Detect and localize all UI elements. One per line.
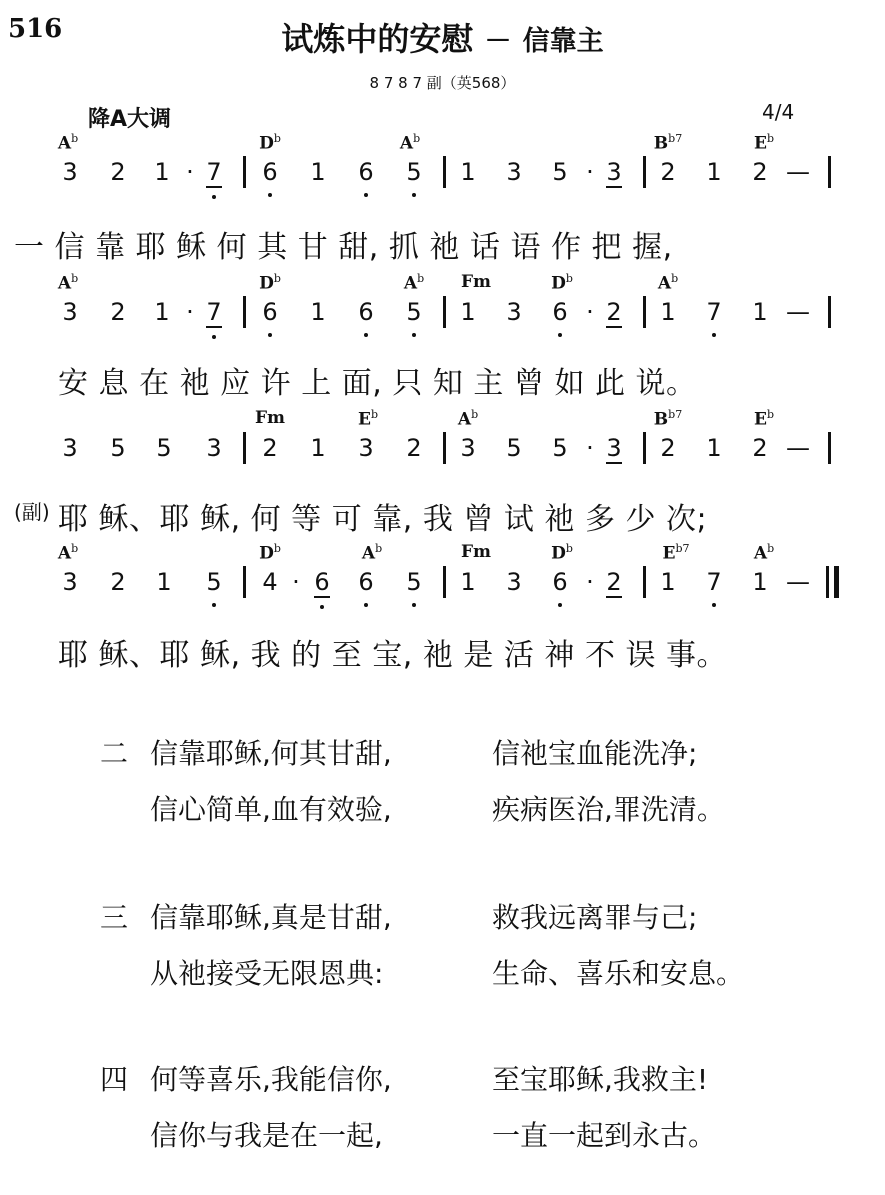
dot-mark: · <box>586 434 594 462</box>
note: 1 <box>154 158 170 186</box>
title-subtitle: 信靠主 <box>522 26 604 57</box>
note: 1 <box>660 568 676 596</box>
note: 1 <box>752 568 768 596</box>
lyric-line: 安 息 在 祂 应 许 上 面, 只 知 主 曾 如 此 说。 <box>58 366 697 401</box>
note: 2 <box>406 434 422 462</box>
note: 2 <box>599 298 629 326</box>
verse-number: 二 <box>100 737 129 770</box>
lyric-line: 一 信 靠 耶 稣 何 其 甘 甜, 抓 祂 话 语 作 把 握, <box>14 230 673 265</box>
note: 2 <box>110 568 126 596</box>
chord-symbol: $B^{b7}$ <box>653 408 683 430</box>
barline <box>643 156 646 188</box>
note: 7 <box>199 298 229 326</box>
chord-symbol: $A^b$ <box>57 132 79 154</box>
verse-line: 何等喜乐,我能信你, <box>150 1063 392 1096</box>
note: 3 <box>206 434 222 462</box>
note: 5 <box>506 434 522 462</box>
chord-symbol: $A^b$ <box>403 272 425 294</box>
chord-symbol: Fm <box>460 542 492 562</box>
note: 1 <box>310 298 326 326</box>
note: 5 <box>110 434 126 462</box>
chord-symbol: $E^{b7}$ <box>662 542 690 564</box>
barline <box>443 432 446 464</box>
dot-mark: · <box>292 568 300 596</box>
barline <box>443 566 446 598</box>
barline <box>443 156 446 188</box>
note: 7 <box>699 568 729 596</box>
final-barline <box>834 566 839 598</box>
verse-line: 一直一起到永古。 <box>492 1119 717 1152</box>
verse-number: 四 <box>100 1063 129 1096</box>
note: 6 <box>351 298 381 326</box>
dot-mark: · <box>586 158 594 186</box>
note: 3 <box>62 298 78 326</box>
note: 6 <box>255 298 285 326</box>
note: 2 <box>110 298 126 326</box>
note: 1 <box>460 568 476 596</box>
verse-line: 救我远离罪与己; <box>492 901 698 934</box>
verse-line: 疾病医治,罪洗清。 <box>492 793 725 826</box>
chord-symbol: $A^b$ <box>399 132 421 154</box>
chord-symbol: $A^b$ <box>361 542 383 564</box>
note: 5 <box>552 434 568 462</box>
note: 3 <box>62 568 78 596</box>
note: 2 <box>110 158 126 186</box>
time-signature: 4/4 <box>762 100 795 124</box>
barline <box>443 296 446 328</box>
meter-line: 8 7 8 7 副（英568） <box>369 74 516 92</box>
note: 4 <box>262 568 278 596</box>
verse-line: 从祂接受无限恩典: <box>150 957 384 990</box>
note: 5 <box>399 568 429 596</box>
end-barline <box>826 566 829 598</box>
chord-symbol: $D^b$ <box>259 542 281 564</box>
note: 7 <box>199 158 229 186</box>
barline <box>643 432 646 464</box>
note: 3 <box>62 158 78 186</box>
note: 1 <box>706 434 722 462</box>
note: 2 <box>660 434 676 462</box>
verse-line: 信心简单,血有效验, <box>150 793 392 826</box>
note: 3 <box>599 158 629 186</box>
chord-symbol: $E^b$ <box>753 408 775 430</box>
chord-symbol: $D^b$ <box>259 132 281 154</box>
verse-line: 信靠耶稣,真是甘甜, <box>150 901 392 934</box>
chord-symbol: $A^b$ <box>57 272 79 294</box>
note: 6 <box>545 568 575 596</box>
note: 3 <box>460 434 476 462</box>
chord-symbol: $E^b$ <box>357 408 379 430</box>
barline <box>643 566 646 598</box>
note: 6 <box>545 298 575 326</box>
note: 1 <box>460 158 476 186</box>
chord-symbol: $D^b$ <box>551 542 573 564</box>
chord-symbol: Fm <box>254 408 286 428</box>
note: 3 <box>599 434 629 462</box>
note: 2 <box>752 434 768 462</box>
dot-mark: · <box>186 298 194 326</box>
note: 2 <box>599 568 629 596</box>
title-main: 试炼中的安慰 <box>281 20 474 58</box>
dot-mark: · <box>586 568 594 596</box>
note: 1 <box>156 568 172 596</box>
note: 1 <box>752 298 768 326</box>
refrain-label: (副) <box>14 500 50 524</box>
note: 6 <box>351 158 381 186</box>
verse-line: 信你与我是在一起, <box>150 1119 383 1152</box>
end-barline <box>828 296 831 328</box>
note: 1 <box>154 298 170 326</box>
lyric-line: 耶 稣、耶 稣, 我 的 至 宝, 祂 是 活 神 不 误 事。 <box>58 638 728 673</box>
hymn-number: 516 <box>8 14 63 44</box>
note: 5 <box>199 568 229 596</box>
note: 5 <box>552 158 568 186</box>
lyric-line: 耶 稣、耶 稣, 何 等 可 靠, 我 曾 试 祂 多 少 次; <box>58 502 708 537</box>
barline <box>243 156 246 188</box>
note: 6 <box>351 568 381 596</box>
chord-symbol: $D^b$ <box>551 272 573 294</box>
note: 2 <box>262 434 278 462</box>
chord-symbol: $D^b$ <box>259 272 281 294</box>
note: 1 <box>660 298 676 326</box>
note: 1 <box>706 158 722 186</box>
end-barline <box>828 156 831 188</box>
chord-symbol: $A^b$ <box>657 272 679 294</box>
note: 6 <box>255 158 285 186</box>
barline <box>243 432 246 464</box>
chord-symbol: $A^b$ <box>57 542 79 564</box>
verse-line: 信祂宝血能洗净; <box>492 737 698 770</box>
verse-line: 信靠耶稣,何其甘甜, <box>150 737 392 770</box>
title-dash: － <box>484 26 512 57</box>
chord-symbol: $B^{b7}$ <box>653 132 683 154</box>
end-barline <box>828 432 831 464</box>
note: 3 <box>62 434 78 462</box>
note: 1 <box>310 434 326 462</box>
note: 1 <box>460 298 476 326</box>
dot-mark: · <box>586 298 594 326</box>
note: 5 <box>399 298 429 326</box>
note: 3 <box>358 434 374 462</box>
chord-symbol: $A^b$ <box>753 542 775 564</box>
note: 3 <box>506 298 522 326</box>
note: 5 <box>156 434 172 462</box>
hold-dash: — <box>786 568 810 596</box>
hymn-title <box>0 14 885 60</box>
chord-symbol: $E^b$ <box>753 132 775 154</box>
verse-line: 生命、喜乐和安息。 <box>492 957 745 990</box>
note: 5 <box>399 158 429 186</box>
verse-line: 至宝耶稣,我救主! <box>492 1063 709 1096</box>
dot-mark: · <box>186 158 194 186</box>
barline <box>643 296 646 328</box>
note: 7 <box>699 298 729 326</box>
note: 3 <box>506 158 522 186</box>
hold-dash: — <box>786 158 810 186</box>
barline <box>243 296 246 328</box>
note: 6 <box>307 568 337 596</box>
barline <box>243 566 246 598</box>
note: 2 <box>660 158 676 186</box>
hold-dash: — <box>786 298 810 326</box>
chord-symbol: Fm <box>460 272 492 292</box>
note: 3 <box>506 568 522 596</box>
note: 2 <box>752 158 768 186</box>
chord-symbol: $A^b$ <box>457 408 479 430</box>
verse-number: 三 <box>100 901 129 934</box>
key-signature: 降A大调 <box>88 107 172 132</box>
note: 1 <box>310 158 326 186</box>
hold-dash: — <box>786 434 810 462</box>
